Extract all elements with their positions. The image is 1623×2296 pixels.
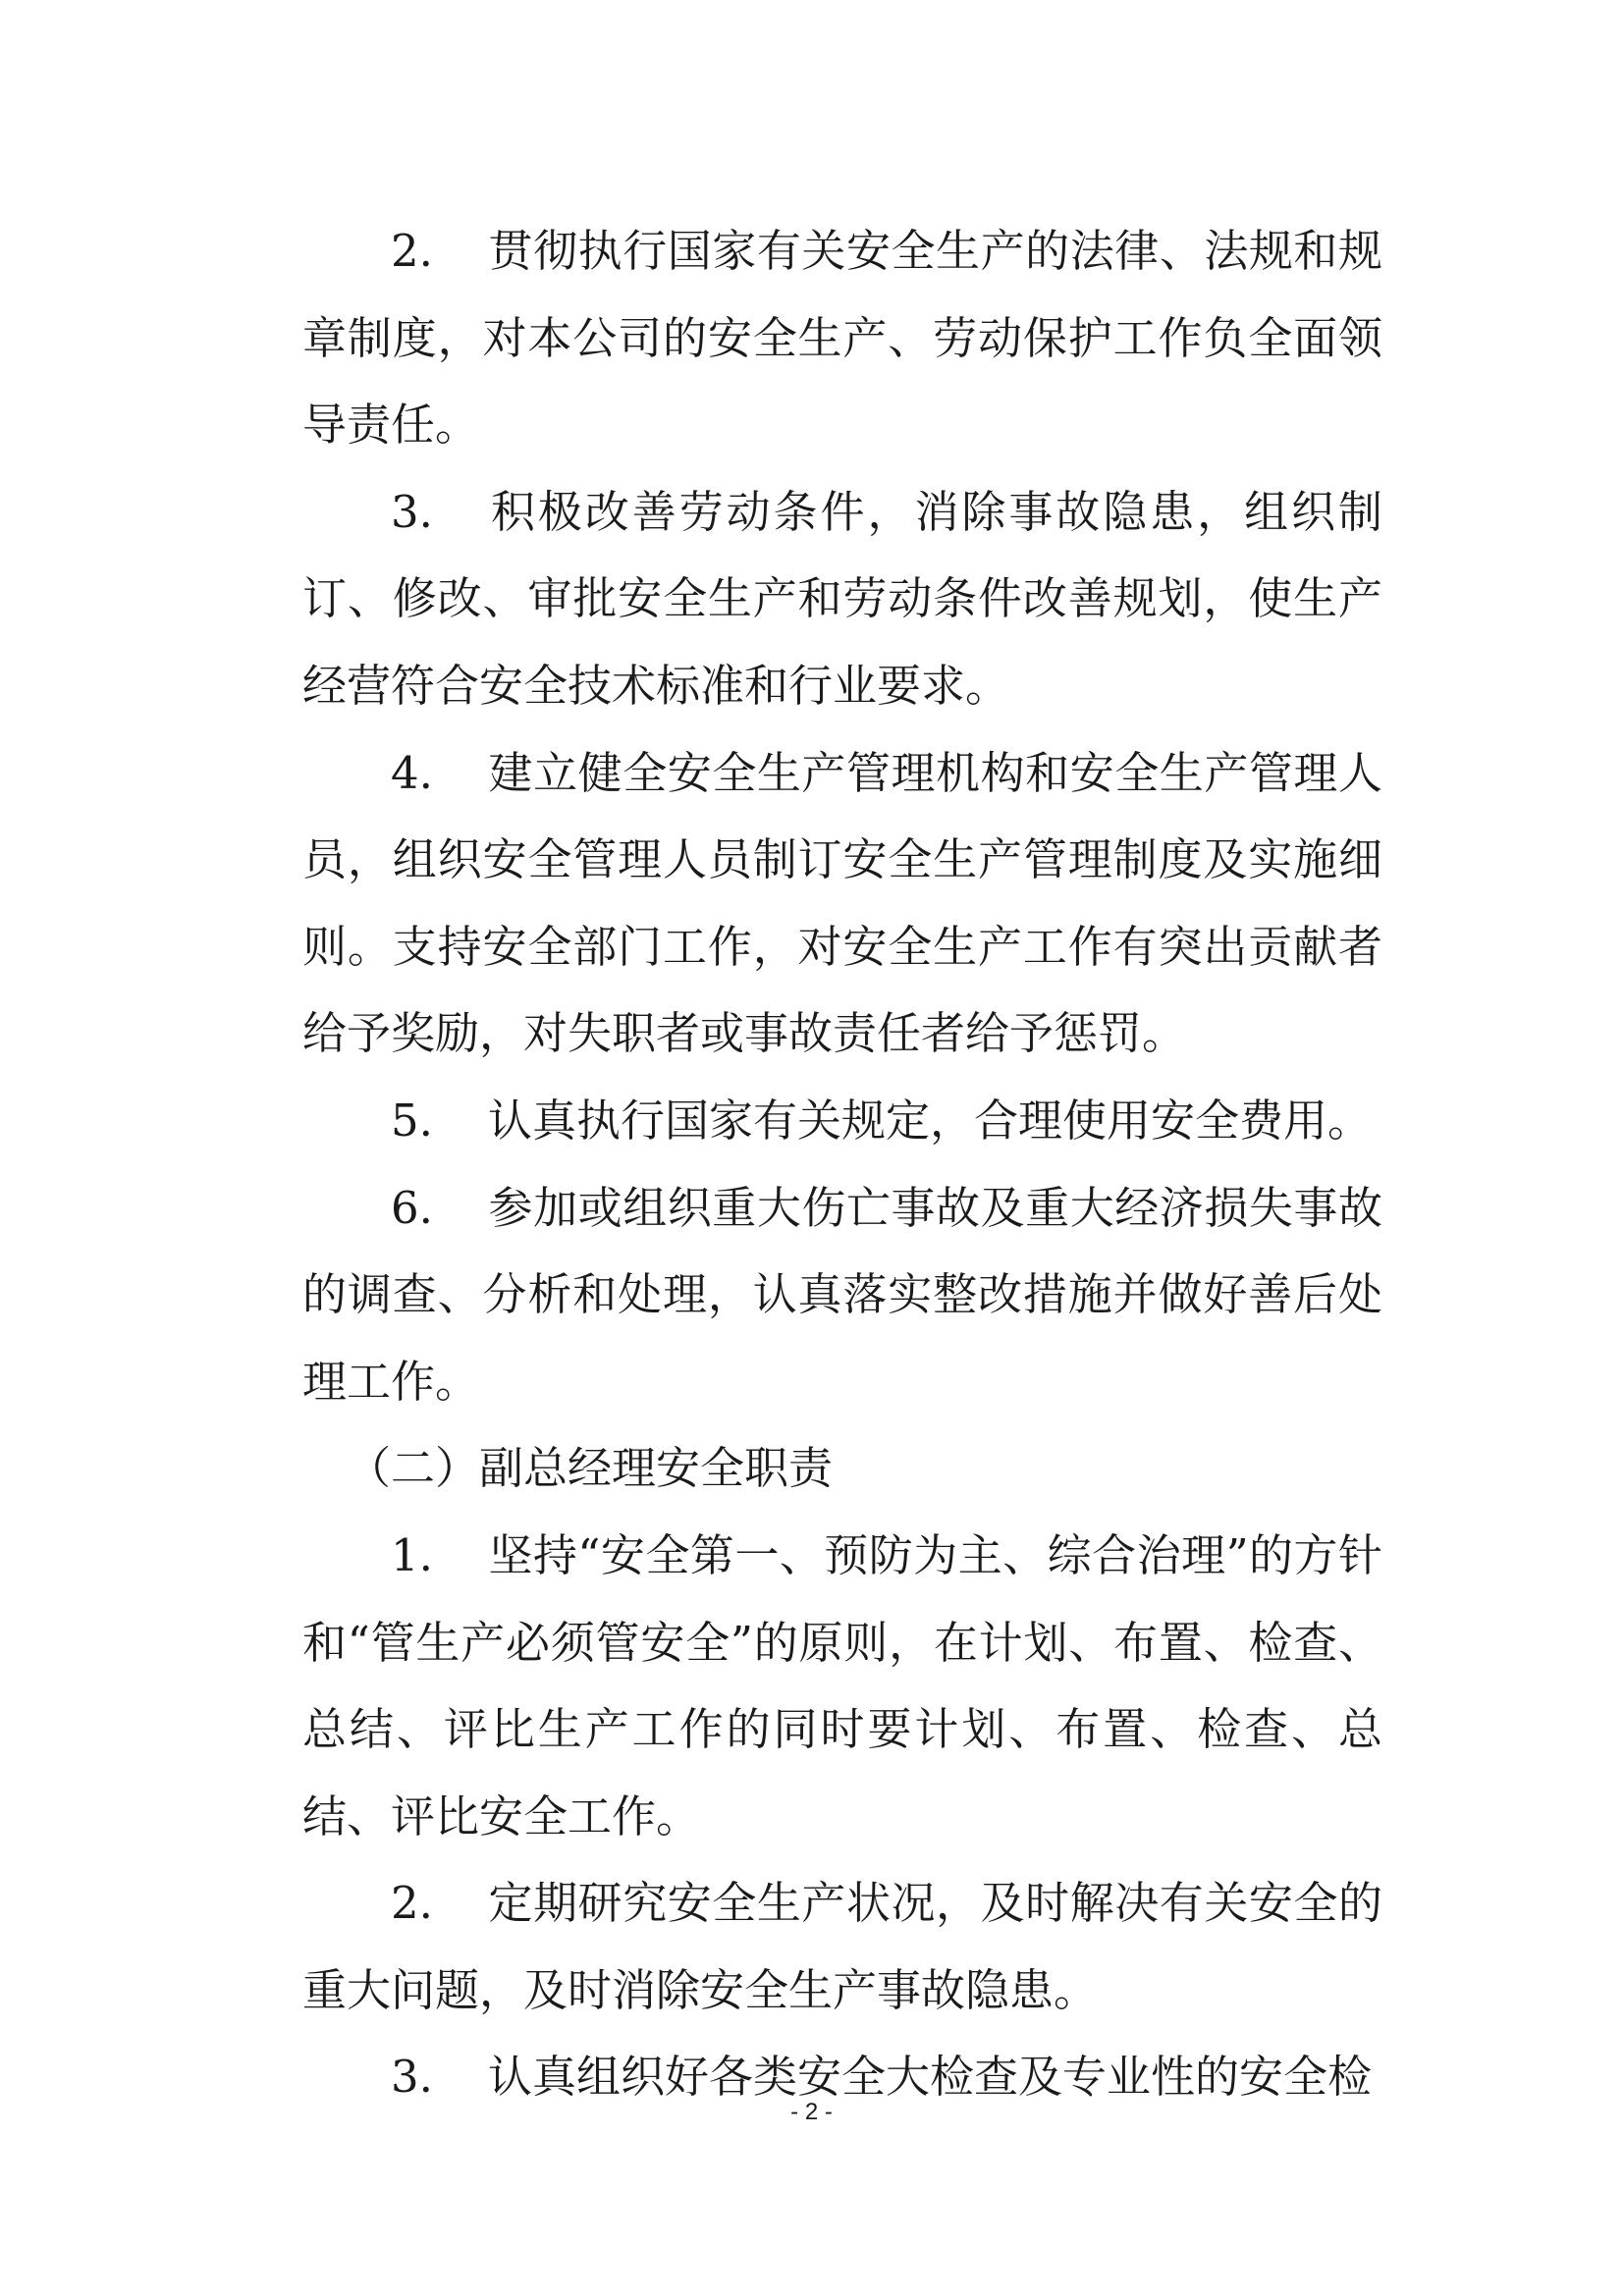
list-item bbox=[302, 1513, 1382, 1860]
list-item bbox=[302, 1078, 1382, 1165]
item-text: 坚持“安全第一、预防为主、综合治理”的方针和“管生产必须管安全”的原则，在计划、布置、检查、总结、评比生产工作的同时要计划、布置、检查、总结、评比安全工作。 bbox=[302, 1528, 1382, 1842]
item-number: 5. bbox=[391, 1094, 433, 1147]
document-body bbox=[302, 208, 1382, 2121]
item-number: 3. bbox=[391, 2051, 433, 2104]
item-text: 建立健全安全生产管理机构和安全生产管理人员，组织安全管理人员制订安全生产管理制度及实施细则。支持安全部门工作，对安全生产工作有突出贡献者给予奖励，对失职者或事故责任者给予惩罚。 bbox=[302, 746, 1382, 1060]
list-item bbox=[302, 208, 1382, 469]
item-number: 3. bbox=[391, 485, 433, 538]
item-number: 2. bbox=[391, 225, 433, 277]
section-heading: （二）副总经理安全职责 bbox=[347, 1442, 834, 1495]
list-item bbox=[302, 469, 1382, 730]
item-text: 定期研究安全生产状况，及时解决有关安全的重大问题，及时消除安全生产事故隐患。 bbox=[302, 1877, 1382, 2016]
item-text: 认真组织好各类安全大检查及专业性的安全检 bbox=[488, 2051, 1373, 2104]
item-text: 积极改善劳动条件，消除事故隐患，组织制订、修改、审批安全生产和劳动条件改善规划，使生产经营符合安全技术标准和行业要求。 bbox=[302, 485, 1382, 712]
item-number: 6. bbox=[391, 1181, 433, 1234]
item-number: 4. bbox=[391, 746, 433, 799]
list-item bbox=[302, 1860, 1382, 2034]
item-text: 认真执行国家有关规定，合理使用安全费用。 bbox=[488, 1094, 1373, 1147]
item-number: 2. bbox=[391, 1877, 433, 1930]
item-text: 参加或组织重大伤亡事故及重大经济损失事故的调查、分析和处理，认真落实整改措施并做好善后处理工作。 bbox=[302, 1181, 1382, 1408]
list-item bbox=[302, 730, 1382, 1078]
page-number: - 2 - bbox=[790, 2099, 833, 2125]
list-item bbox=[302, 1165, 1382, 1426]
item-number: 1. bbox=[391, 1528, 433, 1581]
item-text: 贯彻执行国家有关安全生产的法律、法规和规章制度，对本公司的安全生产、劳动保护工作负全面领导责任。 bbox=[302, 225, 1382, 452]
